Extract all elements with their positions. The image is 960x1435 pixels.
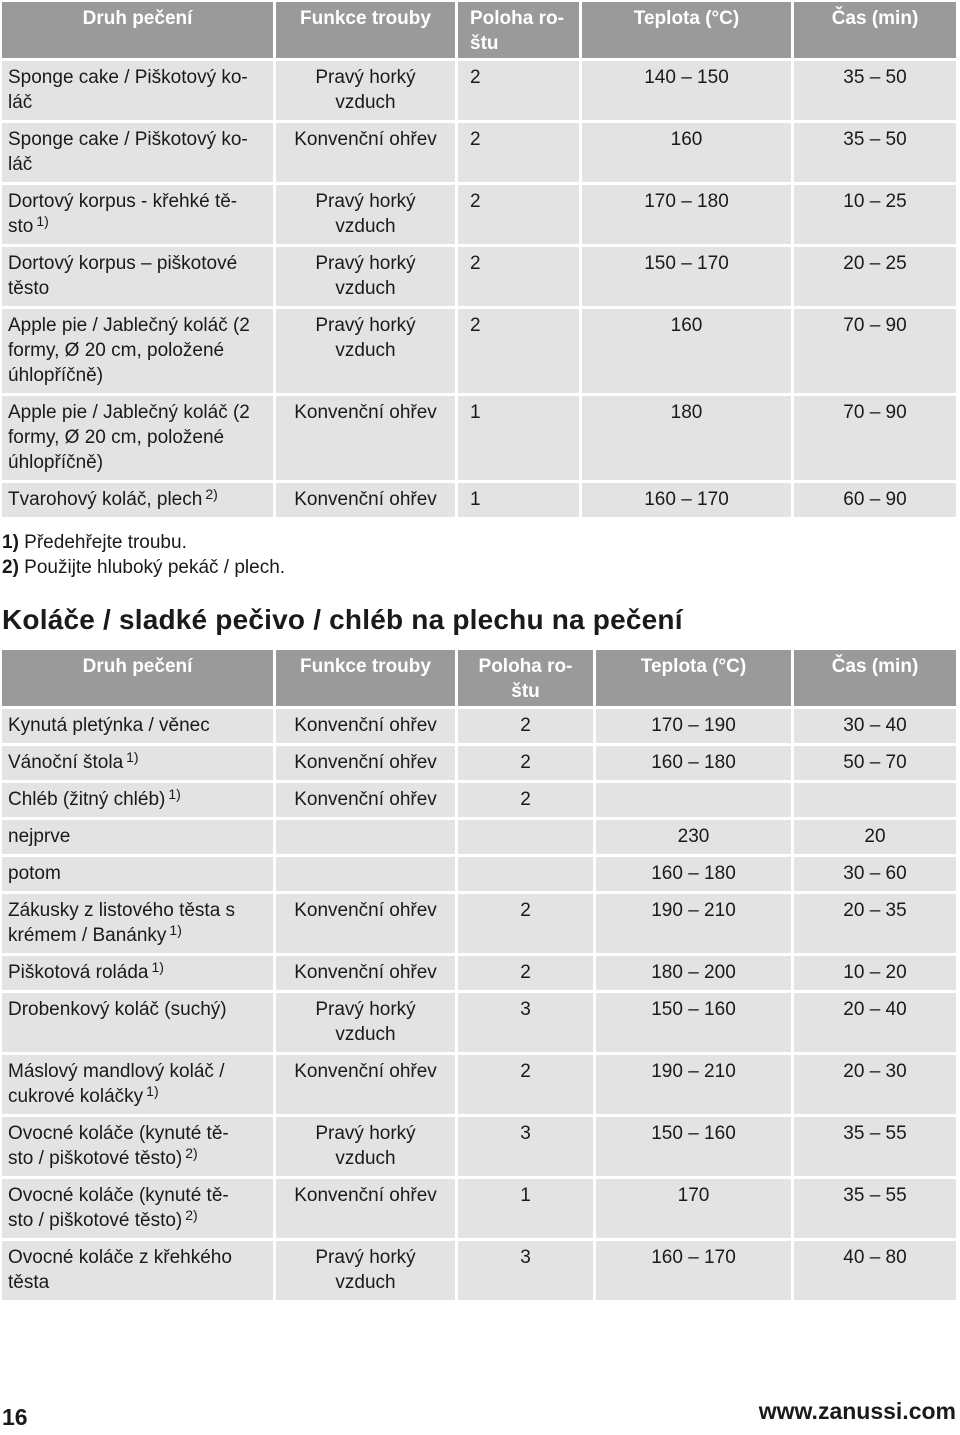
cell-poloha-rostu: 2 (458, 61, 582, 123)
baking-table-1 (2, 2, 956, 520)
cell-teplota: 190 – 210 (596, 894, 794, 956)
cell-druh-peceni: Chléb (žitný chléb) $^{1)}$ (2, 783, 276, 820)
footnote-ref: 1) (146, 1083, 159, 1099)
table-row (2, 185, 956, 247)
header-poloha-rostu: Poloha ro- štu (458, 2, 582, 61)
cell-cas: 20 – 35 (794, 894, 956, 956)
table-row (2, 1055, 956, 1117)
cell-cas: 35 – 55 (794, 1117, 956, 1179)
cell-funkce-trouby: Konvenční ohřev (276, 746, 458, 783)
footnote-ref: 2) (185, 1145, 198, 1161)
cell-poloha-rostu: 2 (458, 894, 596, 956)
cell-poloha-rostu (458, 857, 596, 894)
cell-druh-peceni: Ovocné koláče (kynuté tě- sto / piškotové těsto) $^{2)}$ (2, 1179, 276, 1241)
cell-poloha-rostu: 3 (458, 1241, 596, 1303)
cell-druh-peceni: Apple pie / Jablečný koláč (2 formy, Ø 20 cm, položené úhlopříčně) (2, 396, 276, 483)
cell-druh-peceni: Dortový korpus – piškotové těsto (2, 247, 276, 309)
cell-cas: 60 – 90 (794, 483, 956, 520)
cell-teplota: 170 – 180 (582, 185, 794, 247)
cell-cas: 20 (794, 820, 956, 857)
cell-poloha-rostu: 3 (458, 1117, 596, 1179)
cell-funkce-trouby: Pravý horký vzduch (276, 247, 458, 309)
cell-funkce-trouby: Konvenční ohřev (276, 709, 458, 746)
cell-poloha-rostu: 3 (458, 993, 596, 1055)
cell-teplota: 150 – 160 (596, 993, 794, 1055)
cell-cas: 35 – 50 (794, 123, 956, 185)
cell-funkce-trouby: Konvenční ohřev (276, 483, 458, 520)
cell-teplota: 150 – 160 (596, 1117, 794, 1179)
header-druh-peceni: Druh pečení (2, 2, 276, 61)
cell-teplota: 160 – 170 (596, 1241, 794, 1303)
cell-druh-peceni: potom (2, 857, 276, 894)
cell-teplota: 150 – 170 (582, 247, 794, 309)
cell-funkce-trouby: Konvenční ohřev (276, 783, 458, 820)
cell-funkce-trouby: Konvenční ohřev (276, 1179, 458, 1241)
table-row (2, 123, 956, 185)
footnote-ref: 1) (126, 749, 139, 765)
header-teplota: Teplota (°C) (596, 650, 794, 709)
footnote-2: 2) Použijte hluboký pekáč / plech. (2, 557, 286, 578)
cell-druh-peceni: nejprve (2, 820, 276, 857)
cell-poloha-rostu: 2 (458, 185, 582, 247)
table-row (2, 956, 956, 993)
footnote-ref: 2) (185, 1207, 198, 1223)
cell-poloha-rostu: 2 (458, 1055, 596, 1117)
cell-cas: 10 – 25 (794, 185, 956, 247)
cell-poloha-rostu: 2 (458, 956, 596, 993)
footnote-ref: 1) (151, 959, 164, 975)
cell-druh-peceni: Ovocné koláče z křehkého těsta (2, 1241, 276, 1303)
table-row (2, 1117, 956, 1179)
website-link: www.zanussi.com (758, 1398, 956, 1424)
cell-druh-peceni: Kynutá pletýnka / věnec (2, 709, 276, 746)
cell-teplota: 190 – 210 (596, 1055, 794, 1117)
cell-druh-peceni: Sponge cake / Piškotový ko- láč (2, 123, 276, 185)
cell-druh-peceni: Tvarohový koláč, plech $^{2)}$ (2, 483, 276, 520)
cell-funkce-trouby: Konvenční ohřev (276, 123, 458, 185)
cell-teplota: 140 – 150 (582, 61, 794, 123)
cell-druh-peceni: Vánoční štola $^{1)}$ (2, 746, 276, 783)
section-title: Koláče / sladké pečivo / chléb na plechu na pečení (2, 604, 683, 635)
cell-funkce-trouby: Konvenční ohřev (276, 396, 458, 483)
footnote-1: 1) Předehřejte troubu. (2, 532, 187, 553)
table-row (2, 783, 956, 820)
footnote-ref: 1) (169, 922, 182, 938)
cell-teplota: 160 – 170 (582, 483, 794, 520)
cell-cas: 35 – 50 (794, 61, 956, 123)
table-row (2, 309, 956, 396)
header-funkce-trouby: Funkce trouby (276, 2, 458, 61)
cell-teplota: 160 (582, 309, 794, 396)
cell-teplota: 170 (596, 1179, 794, 1241)
cell-funkce-trouby: Pravý horký vzduch (276, 309, 458, 396)
header-cas: Čas (min) (794, 650, 956, 709)
cell-teplota: 230 (596, 820, 794, 857)
header-poloha-rostu: Poloha ro- štu (458, 650, 596, 709)
cell-poloha-rostu (458, 820, 596, 857)
cell-cas: 30 – 40 (794, 709, 956, 746)
cell-funkce-trouby: Pravý horký vzduch (276, 185, 458, 247)
cell-poloha-rostu: 1 (458, 396, 582, 483)
cell-poloha-rostu: 2 (458, 746, 596, 783)
header-teplota: Teplota (°C) (582, 2, 794, 61)
table-row (2, 894, 956, 956)
cell-teplota: 170 – 190 (596, 709, 794, 746)
cell-teplota: 180 – 200 (596, 956, 794, 993)
footnote-ref: 2) (205, 486, 218, 502)
table-row (2, 993, 956, 1055)
cell-cas: 30 – 60 (794, 857, 956, 894)
cell-teplota: 160 – 180 (596, 857, 794, 894)
cell-teplota: 160 (582, 123, 794, 185)
cell-poloha-rostu: 2 (458, 709, 596, 746)
table-row (2, 61, 956, 123)
table-row (2, 709, 956, 746)
table-row (2, 1179, 956, 1241)
cell-cas: 35 – 55 (794, 1179, 956, 1241)
table-row (2, 1241, 956, 1303)
cell-poloha-rostu: 1 (458, 1179, 596, 1241)
table-row (2, 857, 956, 894)
cell-funkce-trouby: Konvenční ohřev (276, 1055, 458, 1117)
header-druh-peceni: Druh pečení (2, 650, 276, 709)
cell-funkce-trouby: Pravý horký vzduch (276, 1241, 458, 1303)
cell-funkce-trouby: Pravý horký vzduch (276, 61, 458, 123)
footnote-ref: 1) (168, 786, 181, 802)
cell-teplota: 180 (582, 396, 794, 483)
table-row (2, 746, 956, 783)
cell-cas: 20 – 25 (794, 247, 956, 309)
cell-poloha-rostu: 2 (458, 309, 582, 396)
cell-funkce-trouby (276, 857, 458, 894)
footnote-ref: 1) (36, 213, 49, 229)
cell-funkce-trouby: Pravý horký vzduch (276, 993, 458, 1055)
cell-poloha-rostu: 2 (458, 123, 582, 185)
cell-funkce-trouby (276, 820, 458, 857)
table-header-row (2, 2, 956, 61)
table-row (2, 483, 956, 520)
cell-druh-peceni: Máslový mandlový koláč / cukrové koláčky $^{1)}$ (2, 1055, 276, 1117)
cell-funkce-trouby: Pravý horký vzduch (276, 1117, 458, 1179)
cell-cas: 10 – 20 (794, 956, 956, 993)
header-funkce-trouby: Funkce trouby (276, 650, 458, 709)
table-header-row (2, 650, 956, 709)
baking-table-2 (2, 650, 956, 1303)
cell-cas: 20 – 30 (794, 1055, 956, 1117)
cell-cas: 70 – 90 (794, 309, 956, 396)
header-cas: Čas (min) (794, 2, 956, 61)
cell-poloha-rostu: 1 (458, 483, 582, 520)
cell-cas: 20 – 40 (794, 993, 956, 1055)
cell-cas (794, 783, 956, 820)
table-row (2, 247, 956, 309)
page-number: 16 (2, 1404, 28, 1430)
cell-poloha-rostu: 2 (458, 247, 582, 309)
cell-druh-peceni: Dortový korpus - křehké tě- sto $^{1)}$ (2, 185, 276, 247)
cell-druh-peceni: Apple pie / Jablečný koláč (2 formy, Ø 20 cm, položené úhlopříčně) (2, 309, 276, 396)
cell-druh-peceni: Sponge cake / Piškotový ko- láč (2, 61, 276, 123)
cell-druh-peceni: Ovocné koláče (kynuté tě- sto / piškotové těsto) $^{2)}$ (2, 1117, 276, 1179)
table-row (2, 820, 956, 857)
cell-teplota (596, 783, 794, 820)
table-row (2, 396, 956, 483)
cell-cas: 40 – 80 (794, 1241, 956, 1303)
cell-druh-peceni: Drobenkový koláč (suchý) (2, 993, 276, 1055)
cell-cas: 70 – 90 (794, 396, 956, 483)
cell-druh-peceni: Piškotová roláda $^{1)}$ (2, 956, 276, 993)
footnotes (2, 530, 285, 580)
cell-druh-peceni: Zákusky z listového těsta s krémem / Banánky $^{1)}$ (2, 894, 276, 956)
cell-cas: 50 – 70 (794, 746, 956, 783)
cell-poloha-rostu: 2 (458, 783, 596, 820)
cell-funkce-trouby: Konvenční ohřev (276, 956, 458, 993)
cell-teplota: 160 – 180 (596, 746, 794, 783)
cell-funkce-trouby: Konvenční ohřev (276, 894, 458, 956)
